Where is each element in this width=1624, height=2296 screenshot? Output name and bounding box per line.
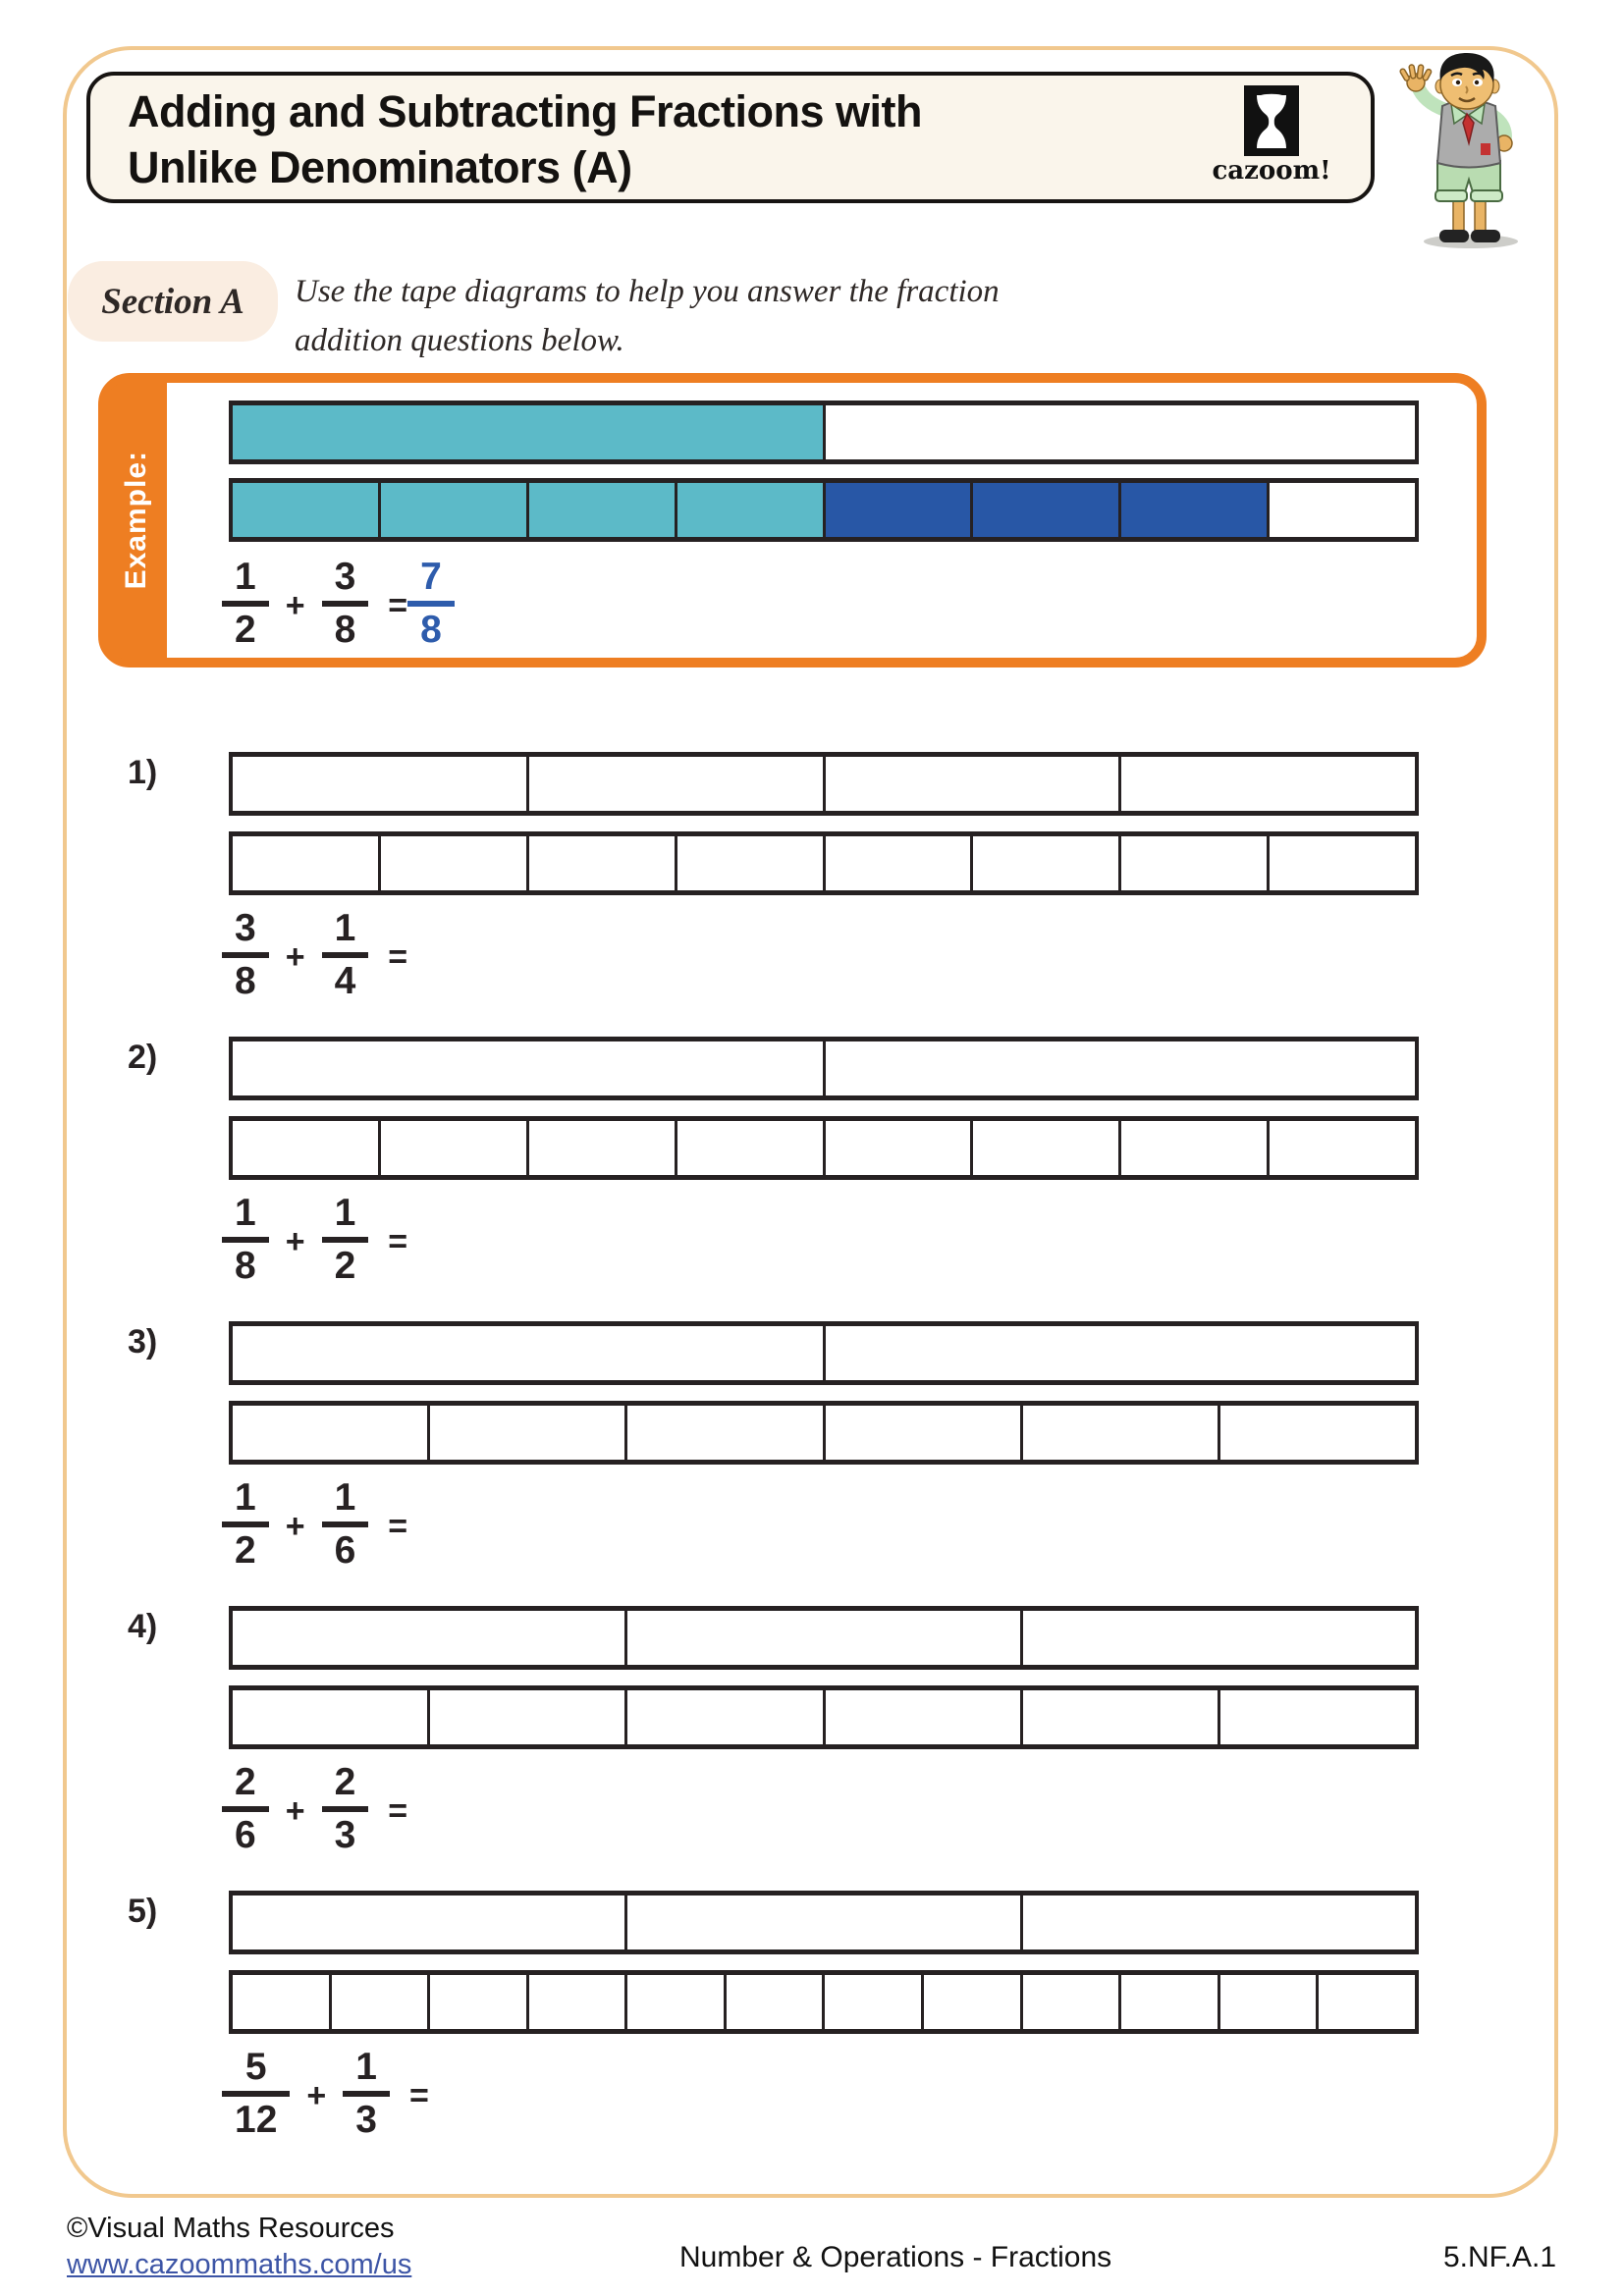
question-tape-top [229,1606,1419,1670]
tape-cell [1020,1975,1119,2029]
tape-cell [1118,483,1267,537]
tape-cell [1218,1690,1415,1744]
tape-cell [1118,836,1267,890]
tape-cell [233,1690,427,1744]
page-title-line1: Adding and Subtracting Fractions with [128,86,922,136]
fraction [222,909,269,1001]
fraction-numerator: 2 [334,1761,356,1803]
plus-sign: + [285,586,305,624]
question-tape-top [229,1891,1419,1954]
tape-cell [1316,1975,1415,2029]
tape-cell [1267,1121,1415,1175]
tape-cell [624,1406,822,1460]
tape-cell [675,836,823,890]
tape-cell [823,836,971,890]
tape-cell [624,1896,1019,1949]
fraction-numerator: 2 [235,1761,256,1803]
cartoon-boy-illustration [1380,53,1555,251]
fraction-numerator: 3 [334,556,356,598]
tape-cell [233,1611,624,1665]
fraction [322,1478,369,1571]
fraction [322,558,369,650]
tape-cell [233,1041,823,1095]
plus-sign: + [285,1507,305,1545]
website-link[interactable]: www.cazoommaths.com/us [67,2249,412,2280]
question-number: 2) [128,1039,158,1076]
tape-cell [1267,836,1415,890]
fraction-denominator: 8 [334,609,356,651]
equals-sign: = [388,1507,408,1545]
copyright-text: ©Visual Maths Resources [67,2213,395,2244]
tape-cell [823,405,1416,459]
fraction-numerator: 1 [334,1476,356,1519]
question-equation [222,1763,407,1855]
fraction-bar [222,601,269,607]
tape-cell [526,483,675,537]
question-tape-bottom [229,1401,1419,1465]
example-tab-label: Example: [120,451,152,590]
fraction-bar [222,2091,290,2097]
fraction-numerator: 1 [334,1192,356,1234]
fraction [222,558,269,650]
tape-cell [329,1975,428,2029]
tape-cell [1218,1406,1415,1460]
fraction [222,1478,269,1571]
fraction-bar [322,1237,369,1243]
tape-cell [1118,1975,1218,2029]
tape-cell [1020,1690,1218,1744]
tape-cell [970,1121,1118,1175]
question-number: 3) [128,1323,158,1361]
example-tape-top [229,400,1419,464]
tape-cell [823,1121,971,1175]
tape-cell [378,1121,526,1175]
tape-cell [1118,1121,1267,1175]
equals-sign: = [388,937,408,976]
fraction-denominator: 12 [235,2099,278,2141]
fraction-denominator: 8 [235,1245,256,1287]
tape-cell [823,483,971,537]
tape-cell [823,1406,1020,1460]
tape-cell [233,483,378,537]
tape-cell [823,1326,1416,1380]
cazoom-logo [1208,85,1335,186]
tape-cell [675,1121,823,1175]
fraction-denominator: 6 [334,1529,356,1572]
tape-cell [822,1975,921,2029]
tape-cell [233,757,526,811]
tape-cell [427,1406,624,1460]
equals-sign: = [388,1222,408,1260]
header [86,72,1375,203]
cazoom-logo-text: cazoom! [1212,156,1331,186]
question-equation [222,1194,407,1286]
tape-cell [526,1121,675,1175]
tape-cell [724,1975,823,2029]
fraction [222,1194,269,1286]
plus-sign: + [285,1791,305,1830]
fraction-denominator: 6 [235,1814,256,1856]
example-tape-bottom [229,478,1419,542]
tape-cell [970,836,1118,890]
fraction-numerator: 7 [420,556,442,598]
tape-cell [1020,1611,1415,1665]
tape-cell [233,405,823,459]
fraction-bar [322,952,369,958]
equals-sign: = [388,1791,408,1830]
fraction-denominator: 4 [334,960,356,1002]
question-tape-bottom [229,1685,1419,1749]
tape-cell [233,836,378,890]
fraction-numerator: 1 [235,556,256,598]
result-fraction [407,558,455,650]
tape-cell [823,1041,1416,1095]
tape-cell [526,1975,625,2029]
section-a-label: Section A [68,261,278,342]
tape-cell [427,1975,526,2029]
equals-sign: = [408,2076,429,2114]
tape-cell [233,1975,329,2029]
fraction-denominator: 2 [334,1245,356,1287]
fraction-bar [407,601,455,607]
tape-cell [1267,483,1415,537]
instruction-line2: addition questions below. [295,323,624,358]
tape-cell [1218,1975,1317,2029]
tape-cell [1020,1896,1415,1949]
question-tape-bottom [229,831,1419,895]
question-tape-bottom [229,1116,1419,1180]
tape-cell [378,483,526,537]
question-number: 1) [128,754,158,791]
fraction-denominator: 3 [355,2099,377,2141]
fraction [222,2048,290,2140]
fraction-numerator: 1 [355,2046,377,2088]
instruction-line1: Use the tape diagrams to help you answer the fraction [295,274,1000,309]
fraction-bar [222,1522,269,1527]
question-tape-bottom [229,1970,1419,2034]
tape-cell [1118,757,1415,811]
tape-cell [921,1975,1020,2029]
equals-sign: = [388,586,408,624]
fraction-denominator: 3 [334,1814,356,1856]
fraction-numerator: 1 [235,1476,256,1519]
footer-credit [67,2211,411,2283]
fraction-numerator: 3 [235,907,256,949]
question-tape-top [229,1037,1419,1100]
fraction-bar [322,1806,369,1812]
tape-cell [378,836,526,890]
question-tape-top [229,752,1419,816]
plus-sign: + [306,2076,327,2114]
tape-cell [233,1406,427,1460]
fraction [322,1763,369,1855]
question-number: 4) [128,1608,158,1645]
question-equation [222,909,407,1001]
drum-icon [1244,85,1299,156]
fraction-denominator: 2 [235,609,256,651]
fraction-numerator: 5 [244,2046,267,2088]
question-equation [222,2048,429,2140]
fraction-bar [322,1522,369,1527]
fraction-bar [322,601,369,607]
tape-cell [233,1326,823,1380]
example-tab [106,381,167,660]
tape-cell [526,836,675,890]
page-title-line2: Unlike Denominators (A) [128,142,632,192]
standard-code: 5.NF.A.1 [1443,2241,1557,2273]
tape-cell [823,1690,1020,1744]
tape-cell [526,757,823,811]
fraction [222,1763,269,1855]
fraction-bar [222,1237,269,1243]
fraction-numerator: 1 [235,1192,256,1234]
tape-cell [427,1690,624,1744]
plus-sign: + [285,1222,305,1260]
fraction-bar [343,2091,390,2097]
fraction [343,2048,390,2140]
example-equation [222,558,455,650]
page-title [128,83,922,195]
fraction-numerator: 1 [334,907,356,949]
tape-cell [624,1975,724,2029]
question-tape-top [229,1321,1419,1385]
tape-cell [233,1896,624,1949]
footer-topic: Number & Operations - Fractions [679,2241,1112,2273]
tape-cell [970,483,1118,537]
tape-cell [1020,1406,1218,1460]
tape-cell [624,1690,822,1744]
tape-cell [675,483,823,537]
fraction-bar [222,952,269,958]
instruction-text [295,267,1000,365]
fraction-denominator: 8 [235,960,256,1002]
tape-cell [233,1121,378,1175]
plus-sign: + [285,937,305,976]
fraction-denominator: 8 [420,609,442,651]
question-equation [222,1478,407,1571]
fraction-bar [222,1806,269,1812]
question-number: 5) [128,1893,158,1930]
fraction [322,1194,369,1286]
tape-cell [823,757,1119,811]
tape-cell [624,1611,1019,1665]
fraction [322,909,369,1001]
fraction-denominator: 2 [235,1529,256,1572]
